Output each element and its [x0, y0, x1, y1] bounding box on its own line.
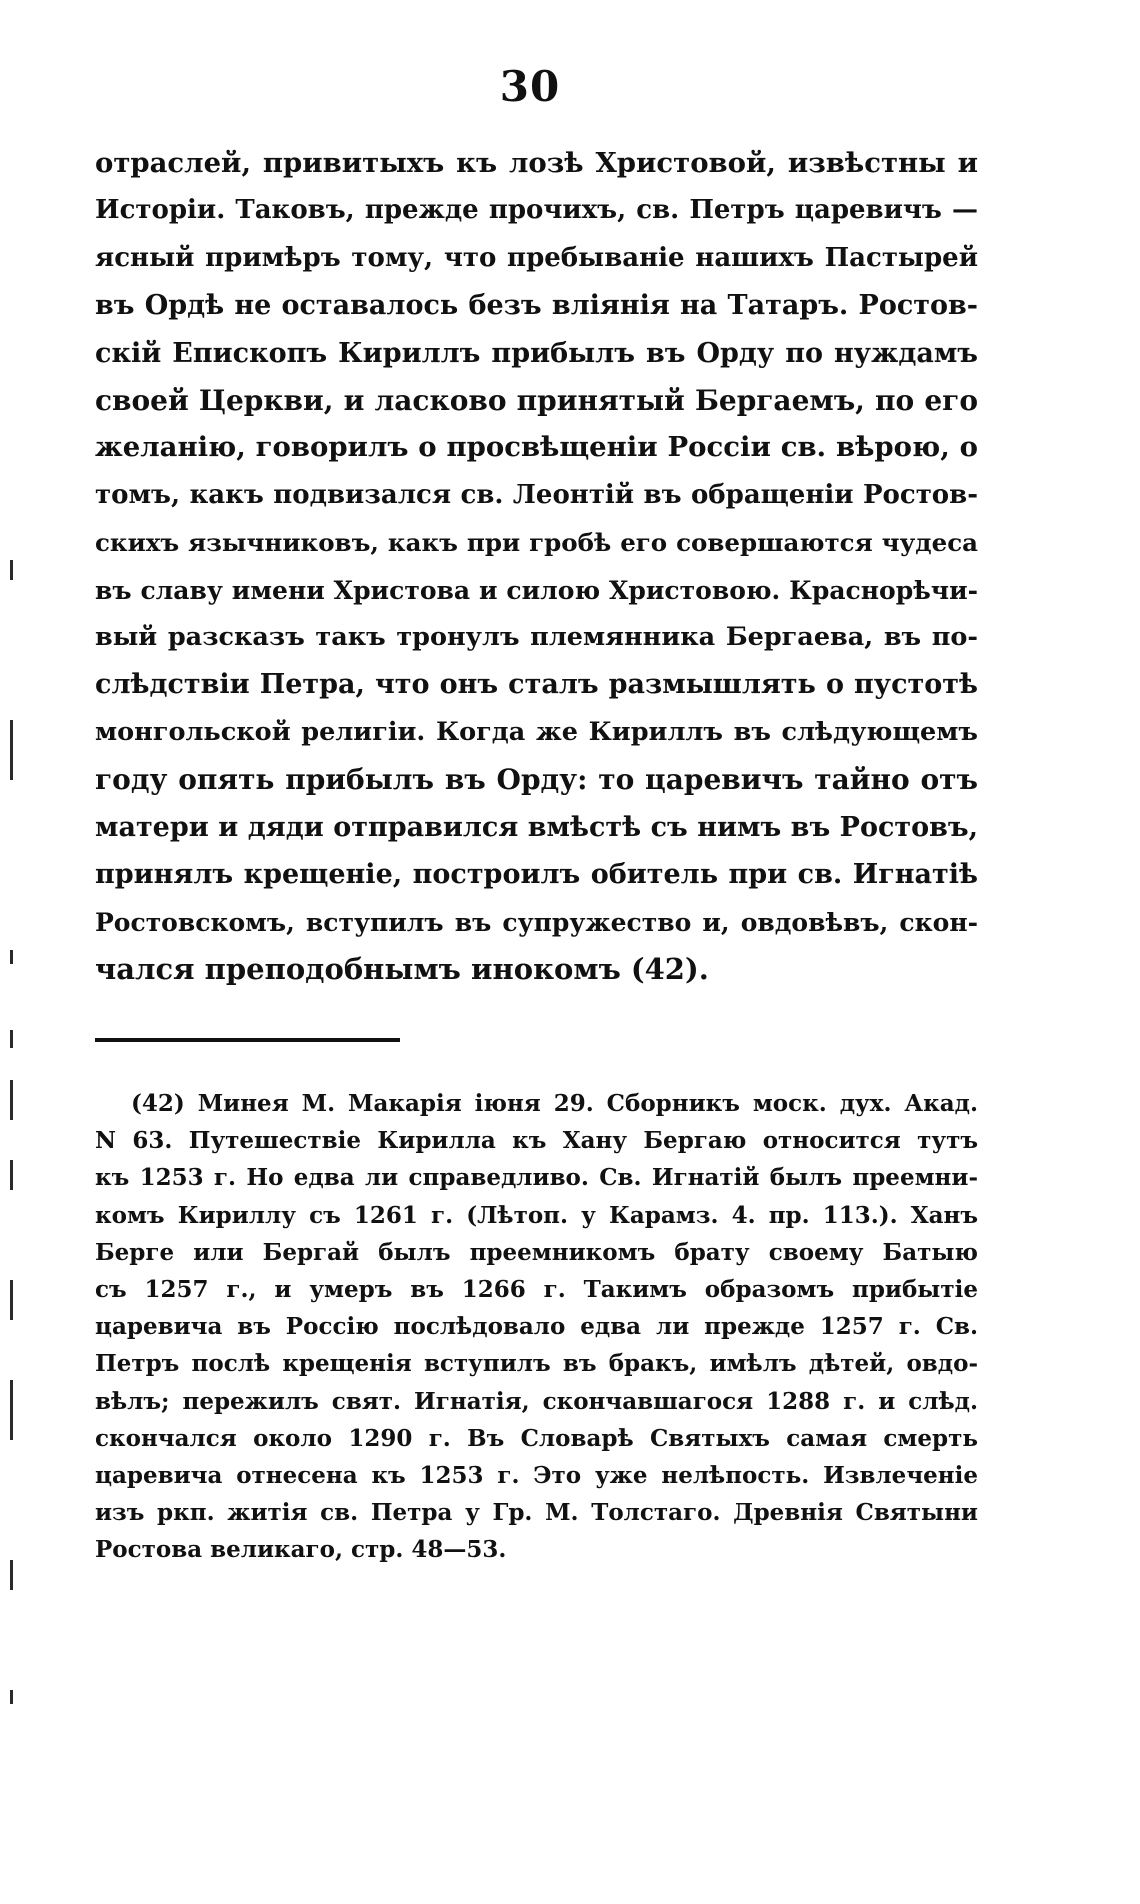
footnote-line: Ростова великаго, стр. 48—53. — [95, 1536, 507, 1564]
text-line: принялъ крещеніе, построилъ обитель при св. Игнатіѣ — [95, 859, 978, 891]
scan-mark — [10, 1380, 13, 1440]
text-line: ясный примѣръ тому, что пребываніе нашихъ Пастырей — [95, 242, 978, 273]
footnote-line: съ 1257 г., и умеръ въ 1266 г. Такимъ образомъ прибытіе — [95, 1276, 978, 1304]
footnote — [95, 1085, 978, 1569]
scan-mark — [10, 1030, 13, 1048]
page-number: 30 — [499, 62, 561, 111]
text-line: скихъ язычниковъ, какъ при гробѣ его совершаются чудеса — [95, 528, 978, 558]
footnote-line: комъ Кириллу съ 1261 г. (Лѣтоп. у Карамз. 4. пр. 113.). Ханъ — [95, 1201, 978, 1229]
text-line: въ славу имени Христова и силою Христовою. Краснорѣчи- — [95, 575, 978, 605]
scan-margin-marks — [10, 560, 16, 1700]
scan-mark — [10, 1160, 13, 1190]
footnote-separator — [95, 1038, 400, 1042]
footnote-line: N 63. Путешествіе Кирилла къ Хану Бергаю относится тутъ — [95, 1127, 978, 1155]
text-line: чался преподобнымъ инокомъ (42). — [95, 951, 709, 986]
text-line: Исторіи. Таковъ, прежде прочихъ, св. Петръ царевичъ — — [95, 195, 978, 226]
footnote-line: царевича отнесена къ 1253 г. Это уже нелѣпость. Извлеченіе — [95, 1462, 978, 1490]
scan-mark — [10, 560, 13, 580]
scan-mark — [10, 950, 13, 964]
text-line: томъ, какъ подвизался св. Леонтій въ обращеніи Ростов- — [95, 479, 978, 510]
footnote-line: вѣлъ; пережилъ свят. Игнатія, скончавшагося 1288 г. и слѣд. — [95, 1387, 978, 1415]
text-line: отраслей, привитыхъ къ лозѣ Христовой, извѣстны и — [95, 147, 978, 179]
scan-mark — [10, 1690, 13, 1704]
text-line: Ростовскомъ, вступилъ въ супружество и, овдовѣвъ, скон- — [95, 907, 978, 937]
scan-mark — [10, 720, 13, 780]
text-line: своей Церкви, и ласково принятый Бергаемъ, по его — [95, 384, 978, 418]
footnote-line: царевича въ Россію послѣдовало едва ли прежде 1257 г. Св. — [95, 1313, 978, 1341]
text-line: матери и дяди отправился вмѣстѣ съ нимъ въ Ростовъ, — [95, 811, 978, 843]
text-line: въ Ордѣ не оставалось безъ вліянія на Татаръ. Ростов- — [95, 290, 978, 322]
text-line: году опять прибылъ въ Орду: то царевичъ тайно отъ — [95, 763, 978, 797]
footnote-line: Петръ послѣ крещенія вступилъ въ бракъ, имѣлъ дѣтей, овдо- — [95, 1350, 978, 1378]
footnote-line: скончался около 1290 г. Въ Словарѣ Святыхъ самая смерть — [95, 1424, 978, 1452]
scan-mark — [10, 1280, 13, 1320]
footnote-line: изъ ркп. житія св. Петра у Гр. М. Толстаго. Древнія Святыни — [95, 1499, 978, 1527]
text-line: вый разсказъ такъ тронулъ племянника Бергаева, въ по- — [95, 622, 978, 653]
text-line: скій Епископъ Кириллъ прибылъ въ Орду по нуждамъ — [95, 337, 978, 369]
main-paragraph — [95, 140, 978, 993]
footnote-line: къ 1253 г. Но едва ли справедливо. Св. Игнатій былъ преемни- — [95, 1164, 978, 1192]
footnote-line: (42) Минея М. Макарія іюня 29. Сборникъ моск. дух. Акад. — [131, 1090, 978, 1117]
text-line: монгольской религіи. Когда же Кириллъ въ слѣдующемъ — [95, 716, 978, 747]
text-line: желанію, говорилъ о просвѣщеніи Россіи св. вѣрою, о — [95, 431, 978, 464]
scan-mark — [10, 1560, 13, 1590]
text-line: слѣдствіи Петра, что онъ сталъ размышлять о пустотѣ — [95, 669, 978, 701]
footnote-line: Берге или Бергай былъ преемникомъ брату своему Батыю — [95, 1238, 978, 1266]
scan-mark — [10, 1080, 13, 1120]
